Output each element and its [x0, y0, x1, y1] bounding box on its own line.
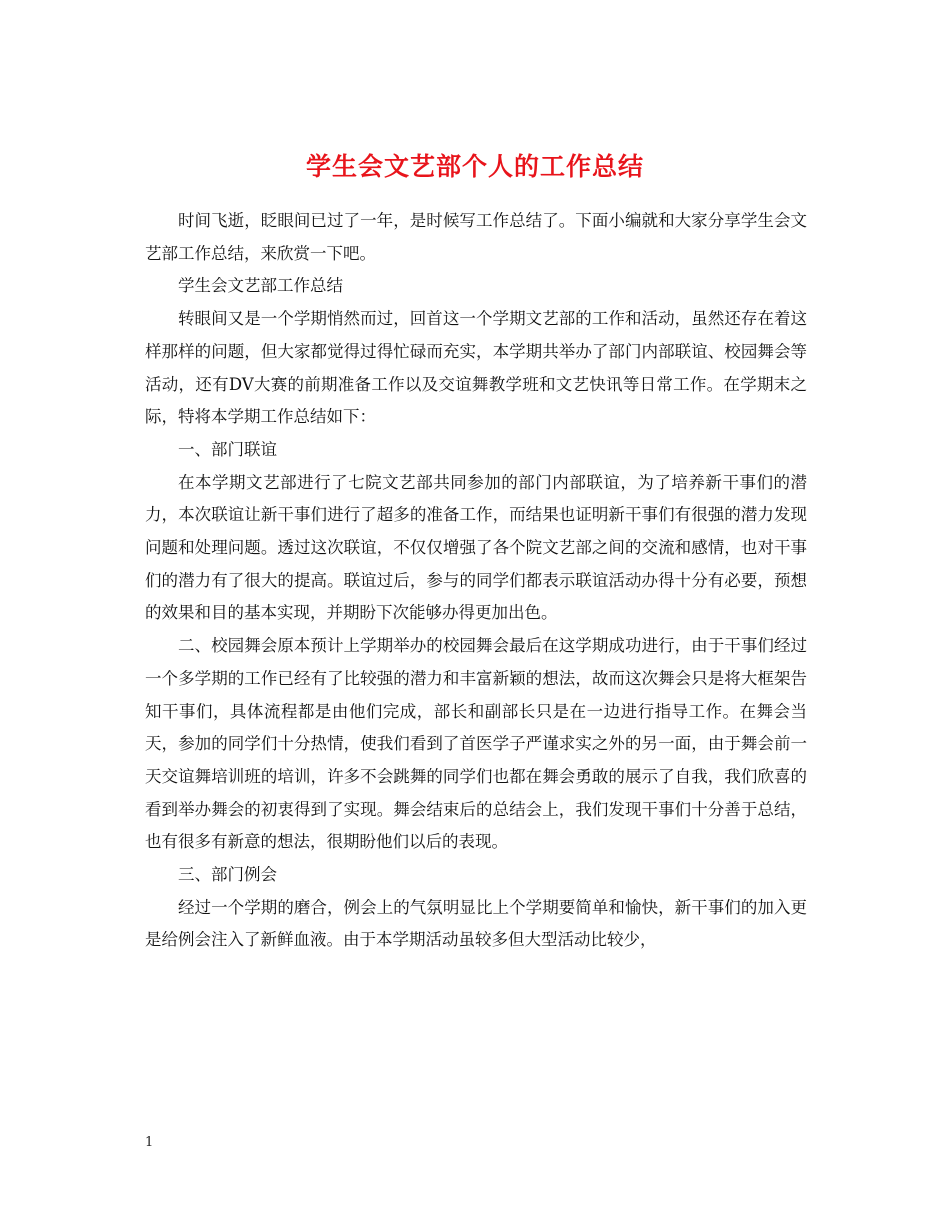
- paragraph-intro: 时间飞逝，眨眼间已过了一年，是时候写工作总结了。下面小编就和大家分享学生会文艺部工作总结，来欣赏一下吧。: [145, 211, 807, 263]
- page-number: 1: [145, 1135, 154, 1150]
- section-heading-1: 一、部门联谊: [178, 439, 277, 459]
- document-title: 学生会文艺部个人的工作总结: [305, 151, 644, 181]
- paragraph-subtitle: 学生会文艺部工作总结: [178, 276, 343, 296]
- paragraph-section-2: 二、校园舞会原本预计上学期举办的校园舞会最后在这学期成功进行，由于干事们经过一个多学期的工作已经有了比较强的潜力和丰富新颖的想法，故而这次舞会只是将大框架告知干事们，具体流程都是由他们完成，部长和副部长只是在一边进行指导工作。在舞会当天，参加的同学们十分热情，使我们看到了首医学子严谨求实之外的另一面，由于舞会前一天交谊舞培训班的培训，许多不会跳舞的同学们也都在舞会勇敢的展示了自我，我们欣喜的看到举办舞会的初衷得到了实现。舞会结束后的总结会上，我们发现干事们十分善于总结，也有很多有新意的想法，很期盼他们以后的表现。: [145, 636, 807, 852]
- document-body: [145, 205, 807, 957]
- paragraph-section-1: 在本学期文艺部进行了七院文艺部共同参加的部门内部联谊，为了培养新干事们的潜力，本次联谊让新干事们进行了超多的准备工作，而结果也证明新干事们有很强的潜力发现问题和处理问题。透过这次联谊，不仅仅增强了各个院文艺部之间的交流和感情，也对干事们的潜力有了很大的提高。联谊过后，参与的同学们都表示联谊活动办得十分有必要，预想的效果和目的基本实现，并期盼下次能够办得更加出色。: [145, 472, 807, 623]
- section-heading-3: 三、部门例会: [178, 865, 277, 885]
- paragraph-section-3: 经过一个学期的磨合，例会上的气氛明显比上个学期要简单和愉快，新干事们的加入更是给例会注入了新鲜血液。由于本学期活动虽较多但大型活动比较少，: [145, 897, 807, 950]
- paragraph-overview: 转眼间又是一个学期悄然而过，回首这一个学期文艺部的工作和活动，虽然还存在着这样那样的问题，但大家都觉得过得忙碌而充实，本学期共举办了部门内部联谊、校园舞会等活动，还有DV大赛的前期准备工作以及交谊舞教学班和文艺快讯等日常工作。在学期末之际，特将本学期工作总结如下：: [145, 309, 807, 427]
